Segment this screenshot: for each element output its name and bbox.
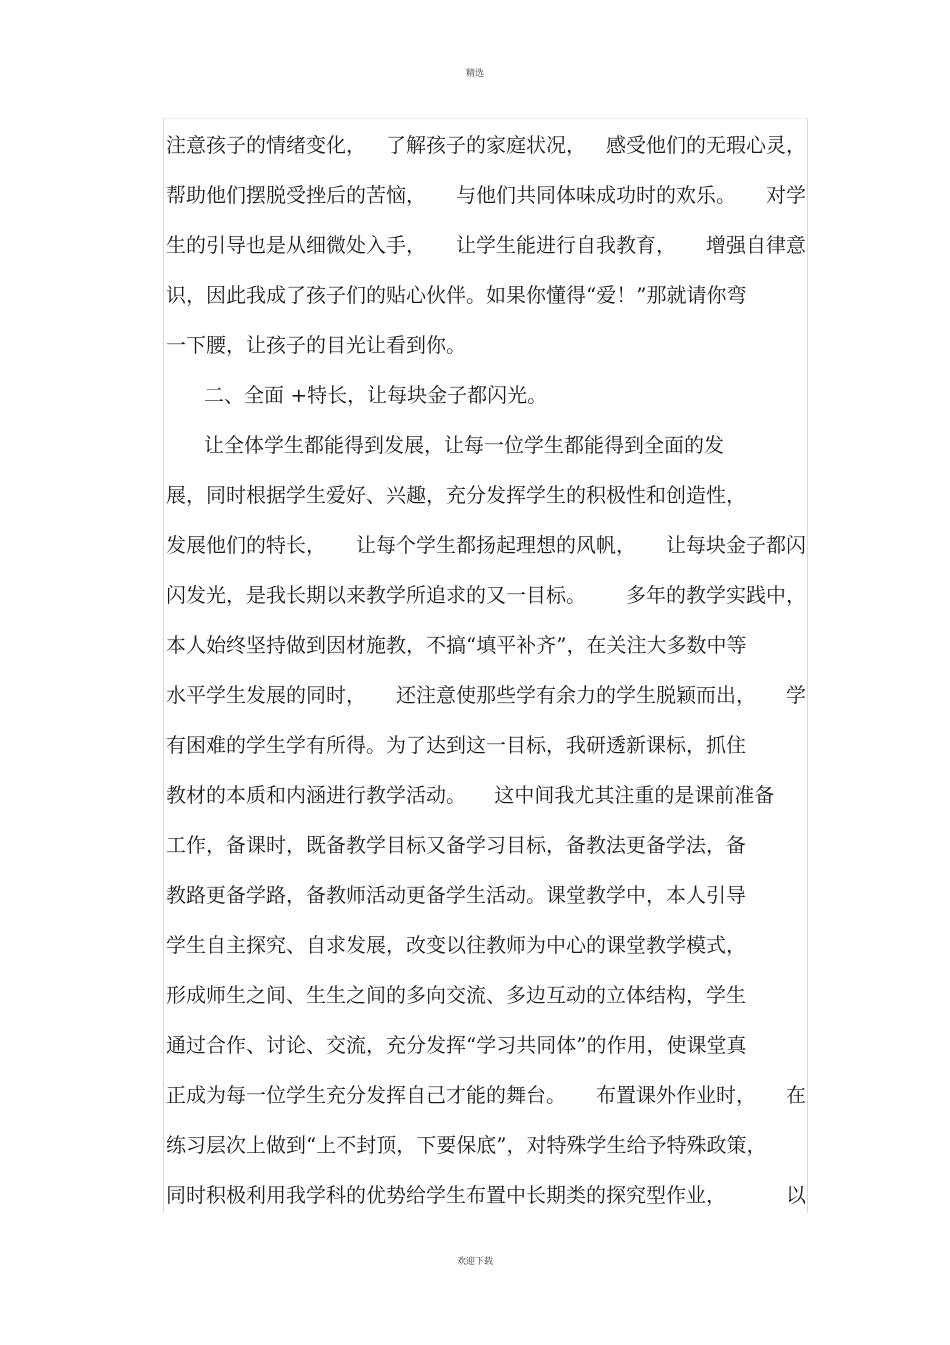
text-segment: 闪发光，是我长期以来教学所追求的又一目标。 [166,583,586,607]
text-segment: 学生自主探究、自求发展，改变以往教师为中心的课堂教学模式， [166,933,746,957]
text-segment: 增强自律意 [706,233,806,257]
text-line [166,170,806,220]
text-segment: 发展他们的特长， [166,533,326,557]
text-segment: 还注意使那些学有余力的学生脱颖而出， [396,683,756,707]
text-line [166,870,806,920]
text-segment: 多年的教学实践中， [626,583,806,607]
text-segment: 练习层次上做到“上不封顶，下要保底”，对特殊学生给予特殊政策， [166,1133,767,1157]
text-segment: 学 [786,683,806,707]
document-body [166,120,806,1220]
text-segment: 工作，备课时，既备教学目标又备学习目标，备教法更备学法，备 [166,833,746,857]
text-line [166,620,806,670]
text-line [166,320,806,370]
text-segment: 让每个学生都扬起理想的风帆， [356,533,636,557]
text-segment: 让学生能进行自我教育， [456,233,676,257]
text-segment: 展，同时根据学生爱好、兴趣，充分发挥学生的积极性和创造性， [166,483,746,507]
text-segment: 本人始终坚持做到因材施教，不搞“填平补齐”，在关注大多数中等 [166,633,747,657]
text-segment: 识，因此我成了孩子们的贴心伙伴。如果你懂得“爱！”那就请你弯 [166,283,747,307]
text-segment: 形成师生之间、生生之间的多向交流、多边互动的立体结构，学生 [166,983,746,1007]
text-line [166,470,806,520]
text-line [166,1070,806,1120]
text-segment: 让全体学生都能得到发展，让每一位学生都能得到全面的发 [204,433,724,457]
text-segment: 正成为每一位学生充分发挥自己才能的舞台。 [166,1083,566,1107]
text-segment: 二、全面 +特长，让每块金子都闪光。 [204,383,548,407]
text-line [166,1170,806,1220]
text-segment: 通过合作、讨论、交流，充分发挥“学习共同体”的作用，使课堂真 [166,1033,747,1057]
text-line [166,1120,806,1170]
text-line [166,1020,806,1070]
text-segment: 一下腰，让孩子的目光让看到你。 [166,333,466,357]
text-segment: 教材的本质和内涵进行教学活动。 [166,783,466,807]
text-segment: 同时积极利用我学科的优势给学生布置中长期类的探究型作业， [166,1183,726,1207]
text-line [166,970,806,1020]
text-segment: 了解孩子的家庭状况， [386,133,586,157]
text-segment: 教路更备学路，备教师活动更备学生活动。课堂教学中，本人引导 [166,883,746,907]
text-segment: 水平学生发展的同时， [166,683,366,707]
text-line [166,770,806,820]
section-heading [166,370,806,420]
text-line [166,720,806,770]
page-header-label: 精选 [465,69,484,79]
text-line [166,670,806,720]
text-line [166,920,806,970]
text-segment: 有困难的学生学有所得。为了达到这一目标，我研透新课标，抓住 [166,733,746,757]
text-segment: 在 [786,1083,806,1107]
text-line [166,420,806,470]
page-footer-label: 欢迎下载 [456,1257,493,1267]
text-segment: 注意孩子的情绪变化， [166,133,366,157]
text-segment: 生的引导也是从细微处入手， [166,233,426,257]
text-line [166,270,806,320]
text-segment: 对学 [766,183,806,207]
text-line [166,520,806,570]
text-segment: 让每块金子都闪 [666,533,806,557]
text-segment: 以 [786,1183,806,1207]
text-segment: 布置课外作业时， [596,1083,756,1107]
text-segment: 帮助他们摆脱受挫后的苦恼， [166,183,426,207]
text-line [166,820,806,870]
text-segment: 与他们共同体味成功时的欢乐。 [456,183,736,207]
text-line [166,120,806,170]
text-line [166,220,806,270]
text-line [166,570,806,620]
text-segment: 这中间我尤其注重的是课前准备 [494,783,775,807]
text-segment: 感受他们的无瑕心灵， [606,133,806,157]
